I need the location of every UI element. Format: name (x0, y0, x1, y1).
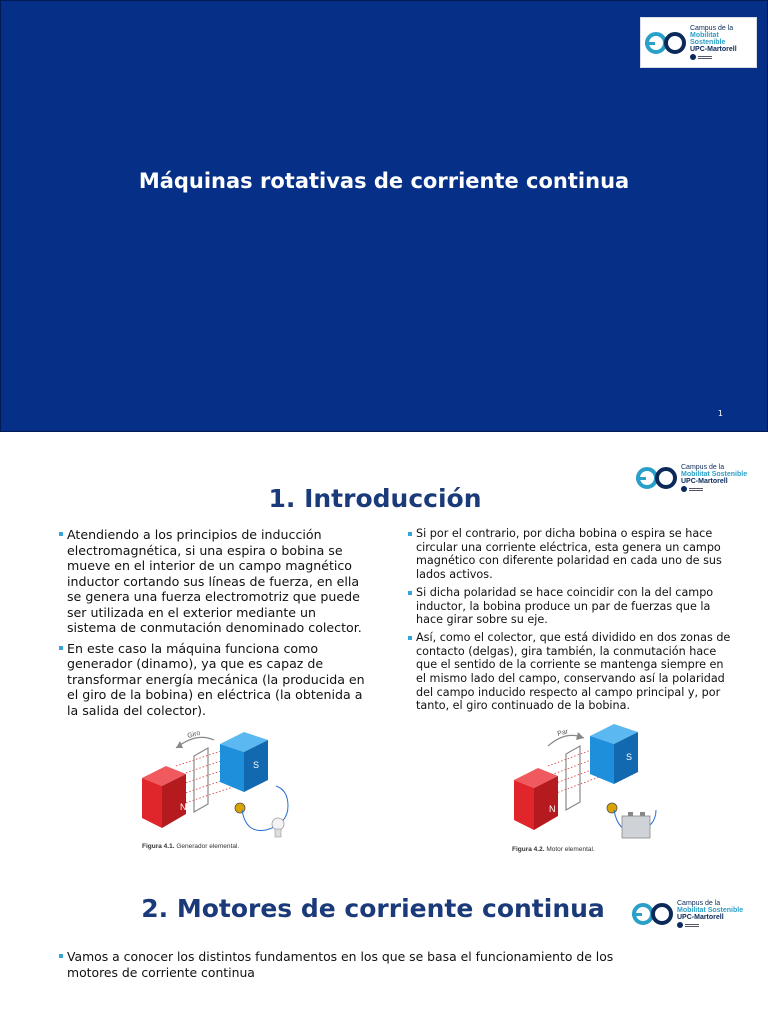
introduction-slide (0, 436, 768, 856)
magnet-s (220, 732, 268, 792)
campus-logo (640, 17, 757, 68)
logo-line-2: Mobilitat Sostenible (690, 32, 726, 46)
figure2-caption (512, 846, 595, 853)
logo-line-1: Campus de la (677, 900, 721, 907)
campus-logo (632, 896, 754, 932)
battery-icon (622, 812, 650, 838)
logo-line-3: UPC-Martorell (677, 914, 724, 921)
figure2-number: Figura 4.2. (512, 846, 545, 853)
motor-figure (510, 722, 670, 846)
rotation-label: Giro (186, 729, 202, 740)
upc-seal-icon (677, 922, 743, 928)
bullet-item: En este caso la máquina funciona como generador (dinamo), ya que es capaz de transformar energía mecánica (la producida en el giro de la bobina) en eléctrica (la obtenida a la salida del colector). (59, 641, 369, 719)
section-heading: 2. Motores de corriente continua (141, 894, 605, 923)
page-number: 1 (717, 409, 723, 418)
pole-n-label: N (180, 802, 187, 812)
pole-n-label: N (549, 804, 556, 814)
bullet-item: Si dicha polaridad se hace coincidir con la del campo inductor, la bobina produce un par de fuerzas que la hace girar sobre su eje. (408, 586, 734, 627)
logo-line-2: Mobilitat Sostenible (677, 907, 744, 914)
motors-slide (0, 868, 768, 1024)
bullet-item: Así, como el colector, que está dividido en dos zonas de contacto (delgas), gira también, la conmutación hace que el sentido de la corriente se mantenga siempre en el mismo lado del campo, conservando así la polaridad del campo inducido respecto al campo principal y, por tanto, el giro continuado de la bobina. (408, 631, 734, 713)
magnet-n (514, 768, 558, 830)
left-bullet-list (59, 527, 369, 723)
figure1-caption (142, 843, 239, 850)
figure1-number: Figura 4.1. (142, 843, 175, 850)
logo-line-2: Mobilitat Sostenible (681, 471, 748, 478)
pole-s-label: S (626, 752, 633, 762)
slide-title: Máquinas rotativas de corriente continua (138, 169, 630, 193)
bullet-item: Si por el contrario, por dicha bobina o espira se hace circular una corriente eléctrica, esta genera un campo magnético con diferente polaridad en cada uno de sus lados activos. (408, 527, 734, 582)
light-bulb-icon (272, 818, 284, 837)
generator-figure (136, 726, 306, 846)
upc-seal-icon (690, 54, 756, 60)
figure1-text: Generador elemental. (176, 843, 240, 850)
figure2-text: Motor elemental. (546, 846, 595, 853)
bullet-item: Atendiendo a los principios de inducción electromagnética, si una espira o bobina se mueve en el interior de un campo magnético inductor cortando sus líneas de fuerza, en ella se genera una fuerza electromotriz que puede ser utilizada en el exterior mediante un sistema de conmutación denominado colector. (59, 527, 369, 636)
section-heading: 1. Introducción (268, 484, 482, 513)
magnet-n (142, 766, 187, 828)
pole-s-label: S (253, 760, 260, 770)
bullet-item: Vamos a conocer los distintos fundamentos en los que se basa el funcionamiento de los motores de corriente continua (59, 949, 639, 980)
logo-line-3: UPC-Martorell (690, 46, 737, 53)
title-slide (0, 0, 768, 432)
logo-line-1: Campus de la (690, 25, 734, 32)
campus-logo-icon (645, 31, 687, 55)
logo-line-1: Campus de la (681, 464, 725, 471)
torque-label: Par (556, 728, 570, 738)
bullet-list (59, 949, 639, 980)
magnet-s (590, 724, 638, 784)
logo-line-3: UPC-Martorell (681, 478, 728, 485)
right-bullet-list (408, 527, 734, 717)
campus-logo-icon (632, 902, 674, 926)
